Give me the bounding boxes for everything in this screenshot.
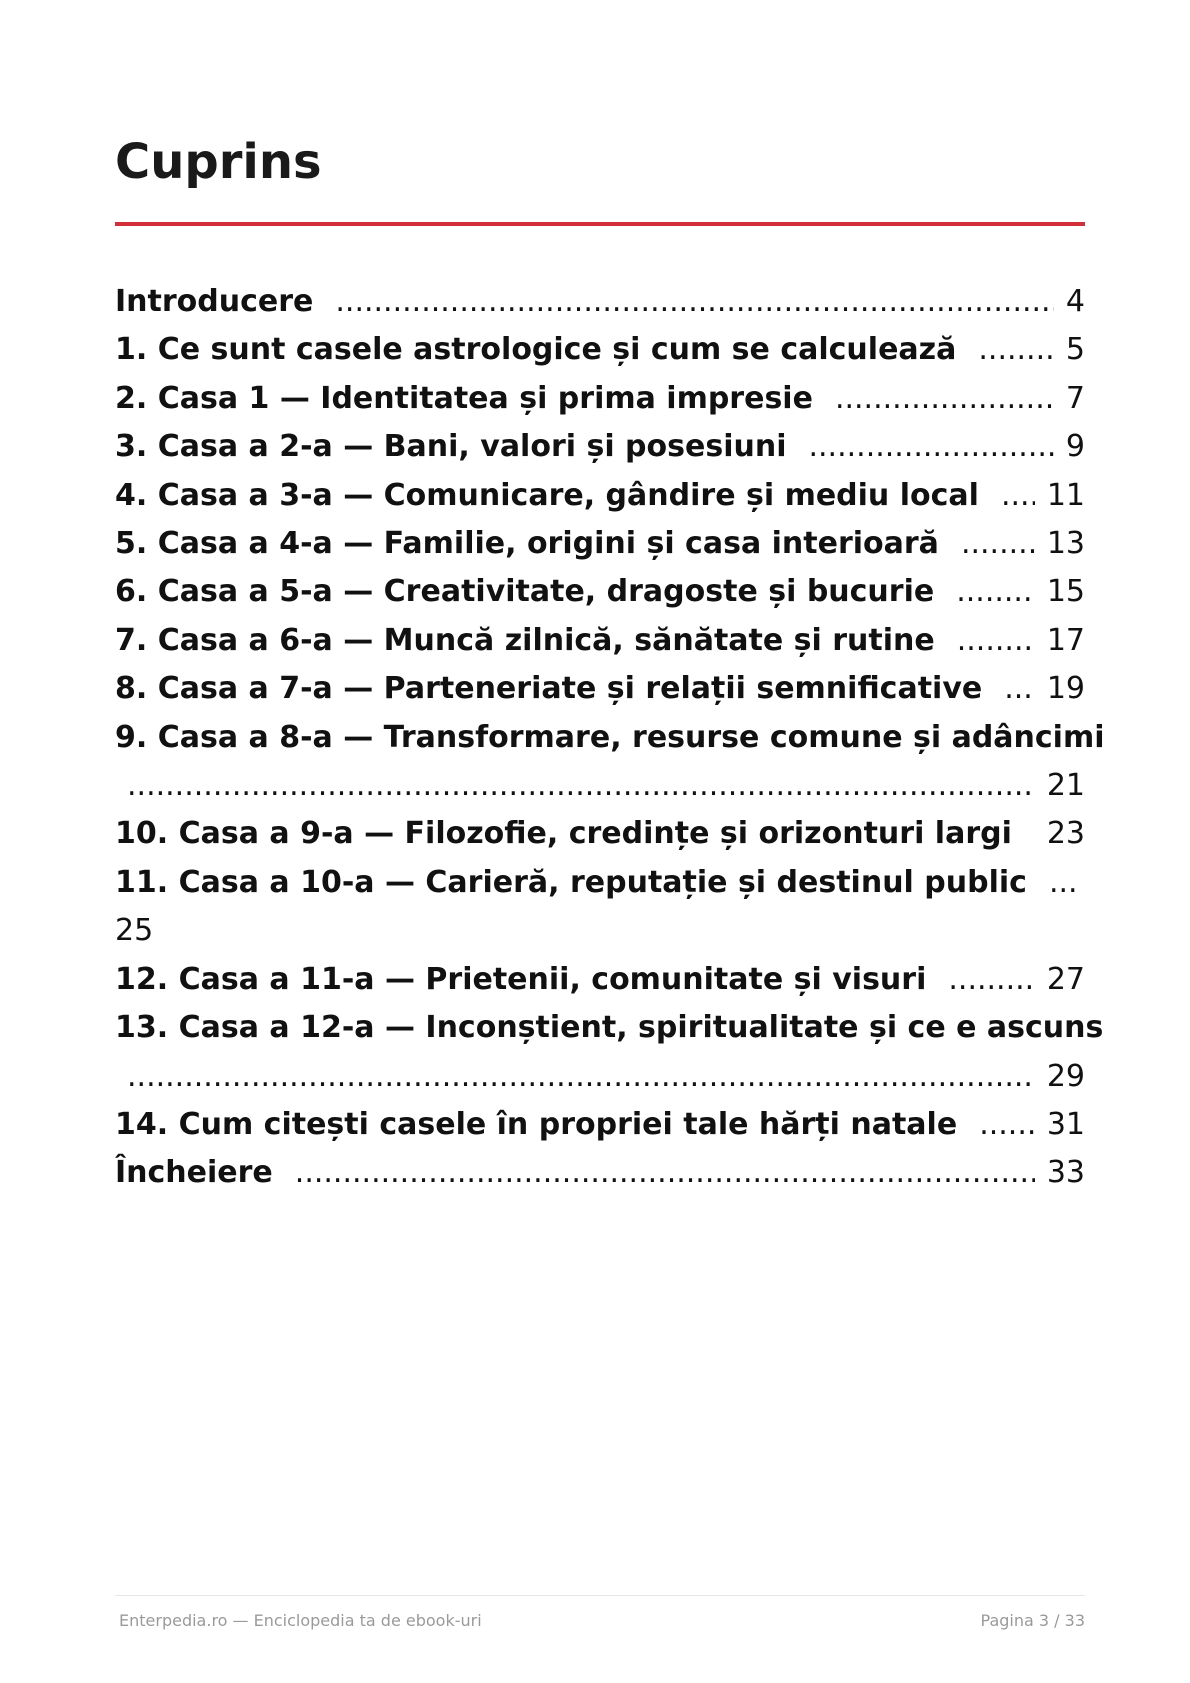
toc-entry-outro[interactable] (115, 1149, 1085, 1197)
toc-page-number: 31 (1046, 1106, 1085, 1142)
toc-dot-leader (1001, 472, 1035, 520)
toc-entry-chapter-10[interactable] (115, 810, 1085, 858)
toc-entry-title: 9. Casa a 8-a — Transformare, resurse comune și adâncimi (115, 719, 1105, 755)
toc-page-number: 5 (1065, 332, 1085, 368)
toc-dot-leader (127, 1053, 1035, 1101)
footer-page-number: Pagina 3 / 33 (980, 1611, 1085, 1630)
toc-dot-leader (808, 423, 1053, 471)
toc-entry-title: 3. Casa a 2-a — Bani, valori și posesiuni (115, 429, 787, 465)
toc-entry-chapter-8[interactable] (115, 665, 1085, 713)
toc-entry-title: 8. Casa a 7-a — Parteneriate și relații semnificative (115, 671, 983, 707)
toc-entry-chapter-13[interactable] (115, 1004, 1104, 1101)
toc-entry-title: 4. Casa a 3-a — Comunicare, gândire și mediu local (115, 477, 979, 513)
toc-entry-title: 6. Casa a 5-a — Creativitate, dragoste și bucurie (115, 574, 935, 610)
toc-entry-chapter-5[interactable] (115, 520, 1085, 568)
toc-page-number: 27 (1046, 961, 1085, 997)
toc-dot-leader: ... (1048, 864, 1078, 900)
toc-entry-title: Încheiere (115, 1155, 273, 1191)
toc-entry-chapter-11[interactable] (115, 859, 1085, 956)
toc-dot-leader (961, 520, 1035, 568)
toc-dot-leader (978, 326, 1054, 374)
toc-dot-leader (1004, 665, 1035, 713)
toc-page-number: 17 (1046, 622, 1085, 658)
footer-site-name: Enterpedia.ro — Enciclopedia ta de ebook-uri (119, 1611, 482, 1630)
toc-entry-title: 2. Casa 1 — Identitatea și prima impresie (115, 380, 813, 416)
toc-page-number: 33 (1046, 1155, 1085, 1191)
toc-page-number: 25 (115, 913, 154, 949)
toc-entry-title: 11. Casa a 10-a — Carieră, reputație și destinul public (115, 864, 1027, 900)
toc-page-number: 9 (1065, 429, 1085, 465)
toc-entry-chapter-4[interactable] (115, 472, 1085, 520)
toc-entry-title: 7. Casa a 6-a — Muncă zilnică, sănătate și rutine (115, 622, 935, 658)
toc-dot-leader (295, 1149, 1035, 1197)
toc-page-number: 21 (1046, 768, 1085, 804)
toc-dot-leader (835, 375, 1054, 423)
toc-entry-chapter-1[interactable] (115, 326, 1085, 374)
toc-entry-title: 10. Casa a 9-a — Filozofie, credințe și orizonturi largi (115, 816, 1012, 852)
toc-dot-leader (1034, 810, 1035, 858)
toc-page-number: 23 (1046, 816, 1085, 852)
toc-entry-chapter-14[interactable] (115, 1101, 1085, 1149)
footer-divider (115, 1595, 1085, 1596)
toc-entry-chapter-3[interactable] (115, 423, 1085, 471)
toc-entry-chapter-6[interactable] (115, 568, 1085, 616)
page-title: Cuprins (115, 134, 322, 190)
toc-page-number: 19 (1046, 671, 1085, 707)
toc-dot-leader (948, 956, 1034, 1004)
toc-entry-title: Introducere (115, 284, 314, 319)
toc-entry-title: 13. Casa a 12-a — Inconștient, spiritualitate și ce e ascuns (115, 1010, 1104, 1046)
toc-entry-chapter-2[interactable] (115, 375, 1085, 423)
toc-entry-intro[interactable] (115, 278, 1085, 326)
title-divider (115, 222, 1085, 226)
toc-entry-chapter-7[interactable] (115, 617, 1085, 665)
toc-dot-leader (956, 568, 1035, 616)
toc-dot-leader (127, 762, 1035, 810)
toc-entry-chapter-9[interactable] (115, 714, 1105, 811)
toc-dot-leader (957, 617, 1035, 665)
toc-entry-title: 1. Ce sunt casele astrologice și cum se calculează (115, 332, 957, 368)
toc-page-number: 15 (1046, 574, 1085, 610)
toc-page-number: 29 (1046, 1058, 1085, 1094)
toc-dot-leader (335, 278, 1054, 326)
toc-page-number: 7 (1065, 380, 1085, 416)
toc-dot-leader (979, 1101, 1035, 1149)
toc-entry-title: 12. Casa a 11-a — Prietenii, comunitate și visuri (115, 961, 927, 997)
table-of-contents (115, 278, 1105, 1198)
toc-page-number: 13 (1046, 526, 1085, 562)
toc-page-number: 4 (1065, 284, 1085, 319)
toc-page-number: 11 (1046, 477, 1085, 513)
toc-entry-chapter-12[interactable] (115, 956, 1085, 1004)
toc-entry-title: 14. Cum citești casele în propriei tale hărți natale (115, 1106, 958, 1142)
toc-entry-title: 5. Casa a 4-a — Familie, origini și casa interioară (115, 526, 939, 562)
